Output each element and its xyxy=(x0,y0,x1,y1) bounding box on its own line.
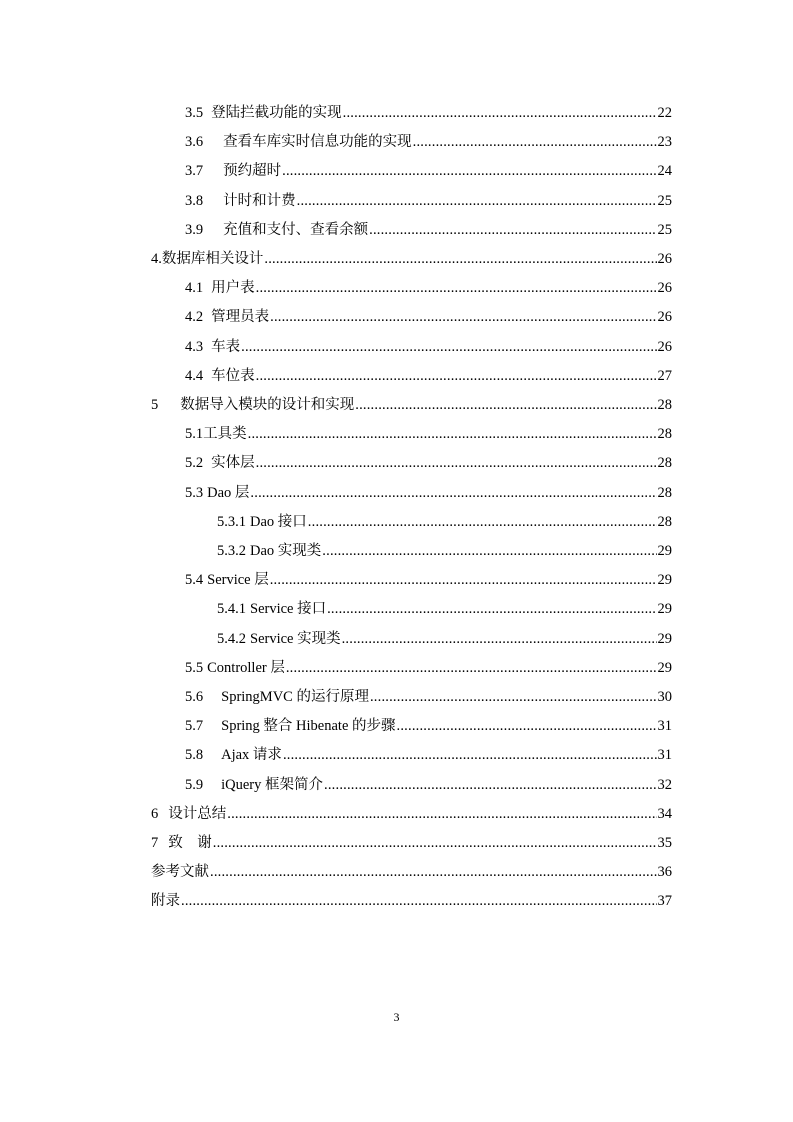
toc-entry-title: Dao 实现类 xyxy=(250,543,322,559)
toc-entry-title: 管理员表 xyxy=(211,309,270,326)
toc-dot-leader xyxy=(250,482,656,504)
toc-entry-title: 数据导入模块的设计和实现 xyxy=(180,397,355,413)
toc-dot-leader xyxy=(327,598,656,620)
toc-dot-leader xyxy=(342,628,657,650)
toc-entry-title: Dao 层 xyxy=(207,484,250,501)
toc-entry-number: 6 xyxy=(151,805,159,822)
toc-entry[interactable] xyxy=(185,452,672,474)
toc-dot-leader xyxy=(322,540,656,562)
toc-entry-page: 26 xyxy=(657,280,672,297)
toc-entry[interactable] xyxy=(151,890,672,912)
toc-dot-leader xyxy=(369,219,656,241)
toc-entry-title: 充值和支付、查看余额 xyxy=(223,221,369,238)
toc-entry[interactable] xyxy=(185,131,672,153)
toc-dot-leader xyxy=(343,102,657,124)
toc-entry-number: 5.6 xyxy=(185,689,204,705)
toc-entry-page: 31 xyxy=(657,718,672,735)
toc-dot-leader xyxy=(297,190,657,212)
toc-entry-number: 3.9 xyxy=(185,221,204,238)
toc-dot-leader xyxy=(213,832,657,854)
toc-entry[interactable] xyxy=(185,102,672,124)
toc-entry-title: 参考文献 xyxy=(151,864,209,881)
toc-entry-number: 3.8 xyxy=(185,192,204,209)
toc-entry-number: 5.7 xyxy=(185,718,204,735)
toc-entry-number: 4.2 xyxy=(185,309,204,326)
toc-entry-number: 5.3.2 xyxy=(217,543,246,559)
toc-entry[interactable] xyxy=(185,657,672,679)
toc-entry-number: 5.2 xyxy=(185,455,204,472)
toc-entry-title: Dao 接口 xyxy=(250,513,307,530)
toc-entry[interactable] xyxy=(185,686,672,708)
toc-entry-page: 29 xyxy=(657,572,672,589)
toc-entry-title: 车表 xyxy=(211,338,241,355)
toc-entry-page: 26 xyxy=(657,338,672,355)
toc-entry[interactable] xyxy=(217,540,672,562)
toc-dot-leader xyxy=(241,336,656,358)
toc-dot-leader xyxy=(248,423,657,445)
toc-entry[interactable] xyxy=(185,277,672,299)
toc-entry-title: 计时和计费 xyxy=(223,192,296,209)
toc-dot-leader xyxy=(286,657,657,679)
toc-entry[interactable] xyxy=(185,744,672,766)
toc-entry[interactable] xyxy=(185,219,672,241)
toc-entry[interactable] xyxy=(185,160,672,182)
toc-entry-number: 5.4.2 xyxy=(217,630,246,647)
toc-dot-leader xyxy=(282,160,656,182)
page-number: 3 xyxy=(393,1010,400,1024)
toc-entry-number: 5.4.1 xyxy=(217,601,246,618)
toc-entry-title: 查看车库实时信息功能的实现 xyxy=(223,134,412,151)
toc-entry-title: Service 层 xyxy=(207,572,269,589)
toc-dot-leader xyxy=(210,861,657,883)
toc-entry[interactable] xyxy=(185,569,672,591)
toc-entry-page: 28 xyxy=(657,513,672,530)
toc-entry-number: 3.7 xyxy=(185,163,204,180)
toc-entry-title: iQuery 框架简介 xyxy=(221,776,324,793)
toc-entry-page: 28 xyxy=(657,484,672,501)
toc-entry-number: 5.5 xyxy=(185,659,204,676)
toc-entry-number: 5.3.1 xyxy=(217,513,246,530)
toc-entry[interactable] xyxy=(185,423,672,445)
toc-dot-leader xyxy=(227,803,656,825)
toc-entry-title: 实体层 xyxy=(211,455,255,472)
toc-entry-number: 5.3 xyxy=(185,484,204,501)
toc-entry-page: 22 xyxy=(657,105,672,121)
toc-entry-title: 设计总结 xyxy=(168,805,227,822)
toc-entry-page: 29 xyxy=(657,601,672,618)
toc-entry[interactable] xyxy=(185,774,672,796)
toc-entry-title: 数据库相关设计 xyxy=(161,251,264,267)
toc-entry-title: Service 接口 xyxy=(250,601,327,618)
toc-entry-page: 32 xyxy=(657,776,672,793)
toc-entry[interactable] xyxy=(151,248,672,270)
toc-entry-title: 附录 xyxy=(151,893,180,910)
toc-entry-title: 工具类 xyxy=(203,426,247,443)
toc-entry-number: 4. xyxy=(151,251,162,267)
toc-entry-page: 29 xyxy=(657,659,672,676)
toc-entry-page: 25 xyxy=(657,192,672,209)
toc-entry-page: 26 xyxy=(657,251,672,267)
toc-entry-number: 5 xyxy=(151,397,159,413)
toc-entry[interactable] xyxy=(217,598,672,620)
toc-dot-leader xyxy=(264,248,656,270)
toc-entry-title: 致 谢 xyxy=(168,835,212,851)
toc-entry-title: Controller 层 xyxy=(207,659,285,676)
toc-entry-number: 4.1 xyxy=(185,280,204,297)
toc-entry[interactable] xyxy=(185,482,672,504)
toc-entry[interactable] xyxy=(217,511,672,533)
toc-dot-leader xyxy=(283,744,657,766)
toc-entry-page: 24 xyxy=(657,163,672,180)
toc-entry[interactable] xyxy=(217,628,672,650)
toc-entry-title: 车位表 xyxy=(211,367,255,384)
toc-entry[interactable] xyxy=(151,394,672,416)
toc-entry[interactable] xyxy=(185,336,672,358)
toc-entry[interactable] xyxy=(151,803,672,825)
toc-dot-leader xyxy=(397,715,657,737)
toc-entry-title: 用户表 xyxy=(211,280,255,297)
toc-entry[interactable] xyxy=(151,861,672,883)
toc-entry[interactable] xyxy=(185,190,672,212)
toc-entry-title: 登陆拦截功能的实现 xyxy=(211,105,342,121)
toc-entry-page: 30 xyxy=(657,689,672,705)
toc-entry[interactable] xyxy=(185,306,672,328)
toc-entry-page: 25 xyxy=(657,221,672,238)
toc-entry-page: 37 xyxy=(657,893,672,910)
toc-entry-number: 5.9 xyxy=(185,776,204,793)
toc-entry-page: 35 xyxy=(657,835,672,851)
toc-dot-leader xyxy=(256,277,657,299)
toc-entry-page: 31 xyxy=(657,747,672,764)
toc-dot-leader xyxy=(355,394,656,416)
toc-dot-leader xyxy=(256,365,657,387)
toc-dot-leader xyxy=(270,306,656,328)
toc-entry-page: 28 xyxy=(657,455,672,472)
toc-entry-number: 4.3 xyxy=(185,338,204,355)
toc-entry-page: 23 xyxy=(657,134,672,151)
toc-entry-page: 28 xyxy=(657,426,672,443)
toc-dot-leader xyxy=(270,569,657,591)
toc-entry-title: 预约超时 xyxy=(223,163,282,180)
toc-dot-leader xyxy=(413,131,657,153)
toc-entry-number: 3.6 xyxy=(185,134,204,151)
toc-entry[interactable] xyxy=(185,715,672,737)
toc-entry-title: Service 实现类 xyxy=(250,630,341,647)
toc-entry-number: 7 xyxy=(151,835,159,851)
toc-dot-leader xyxy=(181,890,657,912)
toc-entry-page: 27 xyxy=(657,367,672,384)
toc-entry-page: 26 xyxy=(657,309,672,326)
toc-entry-page: 34 xyxy=(657,805,672,822)
toc-dot-leader xyxy=(308,511,657,533)
toc-dot-leader xyxy=(370,686,657,708)
toc-dot-leader xyxy=(256,452,657,474)
toc-entry-number: 5.8 xyxy=(185,747,204,764)
toc-dot-leader xyxy=(324,774,656,796)
toc-entry-page: 29 xyxy=(657,543,672,559)
toc-entry-title: SpringMVC 的运行原理 xyxy=(221,689,369,705)
toc-entry-title: Ajax 请求 xyxy=(221,747,282,764)
toc-entry-page: 28 xyxy=(657,397,672,413)
toc-entry[interactable] xyxy=(185,365,672,387)
toc-entry-title: Spring 整合 Hibenate 的步骤 xyxy=(221,718,396,735)
toc-entry-number: 3.5 xyxy=(185,105,204,121)
toc-entry-number: 4.4 xyxy=(185,367,204,384)
toc-entry[interactable] xyxy=(151,832,672,854)
toc-entry-page: 29 xyxy=(657,630,672,647)
toc-entry-number: 5.1 xyxy=(185,426,204,443)
toc-entry-page: 36 xyxy=(657,864,672,881)
toc-entry-number: 5.4 xyxy=(185,572,204,589)
